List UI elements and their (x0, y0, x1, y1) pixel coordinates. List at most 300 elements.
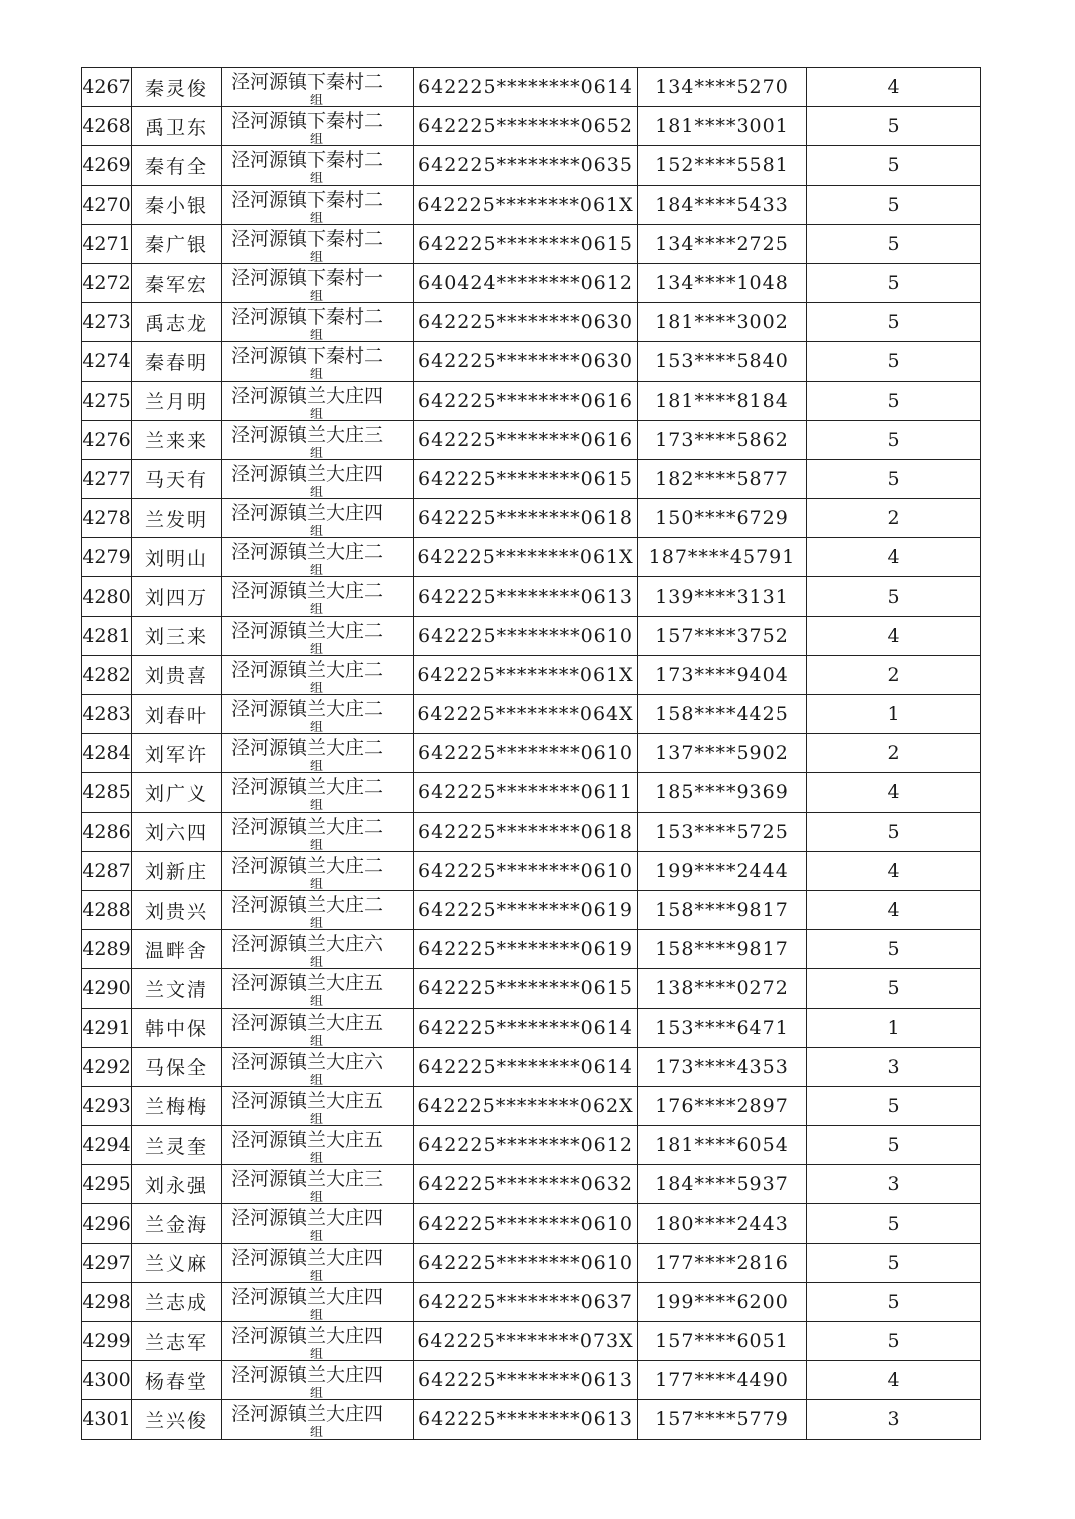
name-cell: 刘新庄 (132, 851, 222, 890)
table-row (82, 851, 981, 890)
address-wrapped-text: 组 (310, 721, 324, 732)
id-number-cell: 642225********061X (414, 538, 638, 577)
table-row (82, 538, 981, 577)
address-text: 泾河源镇兰大庄四 (231, 1325, 384, 1347)
name-cell: 秦军宏 (132, 263, 222, 302)
name-cell: 马天有 (132, 459, 222, 498)
phone-cell: 137****5902 (638, 734, 807, 773)
table-row (82, 381, 981, 420)
name-cell: 兰义麻 (132, 1243, 222, 1282)
household-count-cell: 1 (807, 1008, 981, 1047)
id-number-cell: 642225********0610 (414, 851, 638, 890)
row-number-cell: 4281 (82, 616, 132, 655)
household-count-cell: 4 (807, 68, 981, 107)
name-cell: 刘春叶 (132, 695, 222, 734)
address-wrapped-text: 组 (310, 877, 324, 889)
address-cell (222, 1322, 414, 1361)
table-row (82, 263, 981, 302)
address-cell (222, 185, 414, 224)
row-number-cell: 4278 (82, 499, 132, 538)
id-number-cell: 642225********0632 (414, 1165, 638, 1204)
household-count-cell: 5 (807, 420, 981, 459)
name-cell: 兰志军 (132, 1322, 222, 1361)
address-text: 泾河源镇兰大庄二 (231, 737, 384, 760)
phone-cell: 173****5862 (638, 420, 807, 459)
row-number-cell: 4287 (82, 851, 132, 890)
address-wrapped-text: 组 (310, 1034, 324, 1046)
name-cell: 刘四万 (132, 577, 222, 616)
id-number-cell: 642225********0616 (414, 420, 638, 459)
name-cell: 刘永强 (132, 1165, 222, 1204)
phone-cell: 158****4425 (638, 695, 807, 734)
row-number-cell: 4267 (82, 68, 132, 107)
id-number-cell: 642225********0615 (414, 459, 638, 498)
table-row (82, 890, 981, 929)
table-row (82, 1361, 981, 1400)
address-text: 泾河源镇兰大庄二 (231, 619, 384, 642)
id-number-cell: 642225********0615 (414, 224, 638, 263)
table-row (82, 1008, 981, 1047)
name-cell: 秦广银 (132, 224, 222, 263)
table-row (82, 695, 981, 734)
address-wrapped-text: 组 (310, 603, 324, 615)
address-text: 泾河源镇兰大庄五 (231, 1089, 384, 1112)
id-number-cell: 642225********0616 (414, 381, 638, 420)
address-text: 泾河源镇兰大庄五 (231, 1129, 384, 1152)
table-row (82, 303, 981, 342)
address-wrapped-text: 组 (310, 289, 324, 301)
household-count-cell: 5 (807, 303, 981, 342)
id-number-cell: 642225********061X (414, 655, 638, 694)
address-wrapped-text: 组 (310, 1073, 324, 1085)
address-cell (222, 1400, 414, 1439)
address-text: 泾河源镇下秦村一 (231, 266, 384, 289)
address-cell (222, 1361, 414, 1400)
address-cell (222, 1086, 414, 1125)
address-text: 泾河源镇下秦村二 (231, 306, 384, 329)
id-number-cell: 642225********0614 (414, 1008, 638, 1047)
address-cell (222, 146, 414, 185)
address-cell (222, 263, 414, 302)
address-text: 泾河源镇兰大庄二 (231, 580, 384, 603)
address-cell (222, 68, 414, 107)
address-text: 泾河源镇下秦村二 (231, 227, 384, 250)
address-wrapped-text: 组 (310, 368, 324, 380)
household-count-cell: 4 (807, 616, 981, 655)
id-number-cell: 642225********0614 (414, 68, 638, 107)
row-number-cell: 4292 (82, 1047, 132, 1086)
address-wrapped-text: 组 (310, 760, 324, 772)
phone-cell: 157****3752 (638, 616, 807, 655)
phone-cell: 134****5270 (638, 68, 807, 107)
name-cell: 兰金海 (132, 1204, 222, 1243)
table-row (82, 1047, 981, 1086)
id-number-cell: 642225********0619 (414, 930, 638, 969)
address-cell (222, 342, 414, 381)
table-row (82, 68, 981, 107)
address-cell (222, 1008, 414, 1047)
phone-cell: 153****6471 (638, 1008, 807, 1047)
table-row (82, 969, 981, 1008)
table-row (82, 459, 981, 498)
household-count-cell: 4 (807, 538, 981, 577)
row-number-cell: 4284 (82, 734, 132, 773)
address-text: 泾河源镇兰大庄三 (231, 423, 384, 446)
table-row (82, 1204, 981, 1243)
table-row (82, 616, 981, 655)
phone-cell: 184****5937 (638, 1165, 807, 1204)
address-text: 泾河源镇兰大庄六 (231, 1050, 384, 1073)
address-text: 泾河源镇兰大庄二 (231, 815, 384, 838)
name-cell: 刘三来 (132, 616, 222, 655)
row-number-cell: 4286 (82, 812, 132, 851)
address-wrapped-text: 组 (310, 407, 324, 419)
phone-cell: 199****2444 (638, 851, 807, 890)
name-cell: 韩中保 (132, 1008, 222, 1047)
address-text: 泾河源镇兰大庄二 (231, 658, 384, 681)
address-wrapped-text: 组 (310, 1112, 324, 1124)
name-cell: 刘军许 (132, 734, 222, 773)
row-number-cell: 4293 (82, 1086, 132, 1125)
phone-cell: 152****5581 (638, 146, 807, 185)
id-number-cell: 642225********0618 (414, 499, 638, 538)
phone-cell: 181****3002 (638, 303, 807, 342)
household-count-cell: 4 (807, 773, 981, 812)
table-row (82, 107, 981, 146)
household-count-cell: 5 (807, 812, 981, 851)
address-cell (222, 499, 414, 538)
name-cell: 温畔舍 (132, 930, 222, 969)
address-wrapped-text: 组 (310, 642, 324, 654)
table-row (82, 812, 981, 851)
name-cell: 刘明山 (132, 538, 222, 577)
address-wrapped-text: 组 (310, 1308, 324, 1320)
row-number-cell: 4277 (82, 459, 132, 498)
row-number-cell: 4279 (82, 538, 132, 577)
address-cell (222, 890, 414, 929)
row-number-cell: 4290 (82, 969, 132, 1008)
address-wrapped-text: 组 (310, 1387, 324, 1399)
address-cell (222, 969, 414, 1008)
household-count-cell: 5 (807, 224, 981, 263)
household-count-cell: 5 (807, 1322, 981, 1361)
address-cell (222, 734, 414, 773)
table-row (82, 655, 981, 694)
address-wrapped-text: 组 (310, 525, 324, 537)
address-text: 泾河源镇兰大庄二 (231, 893, 384, 916)
name-cell: 禹卫东 (132, 107, 222, 146)
address-text: 泾河源镇兰大庄三 (231, 1168, 384, 1191)
row-number-cell: 4276 (82, 420, 132, 459)
table-row (82, 577, 981, 616)
address-cell (222, 420, 414, 459)
roster-table (81, 67, 981, 1440)
row-number-cell: 4268 (82, 107, 132, 146)
table-row (82, 1086, 981, 1125)
address-wrapped-text: 组 (310, 1269, 324, 1281)
id-number-cell: 642225********0613 (414, 1400, 638, 1439)
id-number-cell: 642225********0619 (414, 890, 638, 929)
roster-body (82, 68, 981, 1440)
household-count-cell: 4 (807, 890, 981, 929)
address-cell (222, 538, 414, 577)
row-number-cell: 4273 (82, 303, 132, 342)
name-cell: 刘广义 (132, 773, 222, 812)
address-cell (222, 655, 414, 694)
address-cell (222, 1047, 414, 1086)
phone-cell: 176****2897 (638, 1086, 807, 1125)
address-cell (222, 1165, 414, 1204)
address-wrapped-text: 组 (310, 250, 324, 262)
phone-cell: 157****6051 (638, 1322, 807, 1361)
table-row (82, 734, 981, 773)
row-number-cell: 4296 (82, 1204, 132, 1243)
address-text: 泾河源镇兰大庄四 (231, 1246, 384, 1269)
phone-cell: 138****0272 (638, 969, 807, 1008)
name-cell: 秦小银 (132, 185, 222, 224)
name-cell: 刘贵兴 (132, 890, 222, 929)
address-wrapped-text: 组 (310, 1426, 324, 1438)
row-number-cell: 4271 (82, 224, 132, 263)
table-row (82, 420, 981, 459)
household-count-cell: 4 (807, 1361, 981, 1400)
address-text: 泾河源镇兰大庄四 (231, 384, 384, 407)
household-count-cell: 2 (807, 734, 981, 773)
address-cell (222, 773, 414, 812)
address-wrapped-text: 组 (310, 838, 324, 850)
phone-cell: 199****6200 (638, 1282, 807, 1321)
address-text: 泾河源镇下秦村二 (231, 345, 384, 368)
name-cell: 秦灵俊 (132, 68, 222, 107)
name-cell: 秦有全 (132, 146, 222, 185)
phone-cell: 185****9369 (638, 773, 807, 812)
household-count-cell: 5 (807, 1282, 981, 1321)
address-cell (222, 930, 414, 969)
table-row (82, 1282, 981, 1321)
address-wrapped-text: 组 (310, 133, 324, 145)
phone-cell: 158****9817 (638, 890, 807, 929)
address-wrapped-text: 组 (310, 1152, 324, 1164)
row-number-cell: 4288 (82, 890, 132, 929)
household-count-cell: 5 (807, 577, 981, 616)
address-text: 泾河源镇兰大庄四 (231, 462, 384, 485)
id-number-cell: 642225********0610 (414, 1204, 638, 1243)
phone-cell: 177****4490 (638, 1361, 807, 1400)
address-cell (222, 1204, 414, 1243)
address-cell (222, 812, 414, 851)
address-cell (222, 1243, 414, 1282)
address-wrapped-text: 组 (310, 564, 324, 576)
name-cell: 杨春堂 (132, 1361, 222, 1400)
household-count-cell: 5 (807, 969, 981, 1008)
address-cell (222, 381, 414, 420)
address-text: 泾河源镇兰大庄六 (231, 933, 384, 956)
table-row (82, 930, 981, 969)
row-number-cell: 4274 (82, 342, 132, 381)
id-number-cell: 642225********0635 (414, 146, 638, 185)
id-number-cell: 642225********0637 (414, 1282, 638, 1321)
address-cell (222, 851, 414, 890)
address-wrapped-text: 组 (310, 916, 324, 928)
address-text: 泾河源镇下秦村二 (231, 110, 384, 133)
address-cell (222, 303, 414, 342)
name-cell: 秦春明 (132, 342, 222, 381)
row-number-cell: 4270 (82, 185, 132, 224)
address-text: 泾河源镇兰大庄四 (231, 1403, 384, 1426)
id-number-cell: 642225********0630 (414, 342, 638, 381)
address-cell (222, 577, 414, 616)
household-count-cell: 5 (807, 1204, 981, 1243)
row-number-cell: 4300 (82, 1361, 132, 1400)
address-wrapped-text: 组 (310, 1348, 324, 1359)
row-number-cell: 4299 (82, 1322, 132, 1361)
table-row (82, 1126, 981, 1165)
row-number-cell: 4301 (82, 1400, 132, 1439)
name-cell: 禹志龙 (132, 303, 222, 342)
address-cell (222, 224, 414, 263)
address-text: 泾河源镇兰大庄四 (231, 1364, 384, 1387)
row-number-cell: 4280 (82, 577, 132, 616)
row-number-cell: 4272 (82, 263, 132, 302)
row-number-cell: 4298 (82, 1282, 132, 1321)
address-wrapped-text: 组 (310, 172, 324, 184)
id-number-cell: 642225********0614 (414, 1047, 638, 1086)
name-cell: 兰发明 (132, 499, 222, 538)
id-number-cell: 642225********0630 (414, 303, 638, 342)
household-count-cell: 4 (807, 851, 981, 890)
household-count-cell: 5 (807, 342, 981, 381)
household-count-cell: 5 (807, 146, 981, 185)
name-cell: 兰梅梅 (132, 1086, 222, 1125)
row-number-cell: 4283 (82, 695, 132, 734)
phone-cell: 134****2725 (638, 224, 807, 263)
household-count-cell: 5 (807, 459, 981, 498)
phone-cell: 177****2816 (638, 1243, 807, 1282)
address-wrapped-text: 组 (310, 446, 324, 458)
table-row (82, 342, 981, 381)
phone-cell: 139****3131 (638, 577, 807, 616)
address-text: 泾河源镇兰大庄四 (231, 1207, 384, 1230)
address-text: 泾河源镇兰大庄四 (231, 502, 384, 525)
address-wrapped-text: 组 (310, 681, 324, 693)
row-number-cell: 4297 (82, 1243, 132, 1282)
address-cell (222, 695, 414, 734)
row-number-cell: 4291 (82, 1008, 132, 1047)
address-wrapped-text: 组 (310, 211, 324, 223)
phone-cell: 173****4353 (638, 1047, 807, 1086)
address-text: 泾河源镇兰大庄二 (231, 854, 384, 877)
phone-cell: 134****1048 (638, 263, 807, 302)
row-number-cell: 4289 (82, 930, 132, 969)
name-cell: 兰灵奎 (132, 1126, 222, 1165)
household-count-cell: 5 (807, 381, 981, 420)
phone-cell: 150****6729 (638, 499, 807, 538)
table-row (82, 185, 981, 224)
id-number-cell: 642225********0612 (414, 1126, 638, 1165)
id-number-cell: 642225********0615 (414, 969, 638, 1008)
phone-cell: 153****5840 (638, 342, 807, 381)
name-cell: 兰兴俊 (132, 1400, 222, 1439)
row-number-cell: 4294 (82, 1126, 132, 1165)
table-row (82, 1165, 981, 1204)
household-count-cell: 1 (807, 695, 981, 734)
household-count-cell: 5 (807, 185, 981, 224)
address-text: 泾河源镇下秦村二 (231, 188, 384, 211)
phone-cell: 173****9404 (638, 655, 807, 694)
address-text: 泾河源镇下秦村二 (231, 149, 384, 172)
phone-cell: 181****3001 (638, 107, 807, 146)
table-row (82, 773, 981, 812)
id-number-cell: 642225********0610 (414, 616, 638, 655)
household-count-cell: 2 (807, 499, 981, 538)
row-number-cell: 4282 (82, 655, 132, 694)
address-wrapped-text: 组 (310, 1230, 324, 1242)
household-count-cell: 3 (807, 1400, 981, 1439)
id-number-cell: 642225********0652 (414, 107, 638, 146)
address-wrapped-text: 组 (310, 329, 324, 341)
id-number-cell: 640424********0612 (414, 263, 638, 302)
name-cell: 兰来来 (132, 420, 222, 459)
address-wrapped-text: 组 (310, 799, 324, 811)
id-number-cell: 642225********0613 (414, 577, 638, 616)
table-row (82, 1322, 981, 1361)
id-number-cell: 642225********062X (414, 1086, 638, 1125)
phone-cell: 157****5779 (638, 1400, 807, 1439)
table-row (82, 146, 981, 185)
address-wrapped-text: 组 (310, 1191, 324, 1203)
address-cell (222, 107, 414, 146)
household-count-cell: 5 (807, 107, 981, 146)
address-text: 泾河源镇兰大庄五 (231, 1011, 384, 1034)
id-number-cell: 642225********0610 (414, 734, 638, 773)
address-text: 泾河源镇兰大庄四 (231, 1285, 384, 1308)
table-row (82, 499, 981, 538)
table-row (82, 1400, 981, 1439)
household-count-cell: 5 (807, 263, 981, 302)
household-count-cell: 5 (807, 930, 981, 969)
table-row (82, 224, 981, 263)
id-number-cell: 642225********0611 (414, 773, 638, 812)
name-cell: 马保全 (132, 1047, 222, 1086)
address-text: 泾河源镇兰大庄二 (231, 541, 384, 564)
address-cell (222, 1126, 414, 1165)
phone-cell: 184****5433 (638, 185, 807, 224)
table-row (82, 1243, 981, 1282)
name-cell: 兰志成 (132, 1282, 222, 1321)
household-count-cell: 3 (807, 1165, 981, 1204)
household-count-cell: 2 (807, 655, 981, 694)
address-cell (222, 1282, 414, 1321)
name-cell: 兰月明 (132, 381, 222, 420)
address-text: 泾河源镇兰大庄二 (231, 698, 384, 720)
id-number-cell: 642225********0610 (414, 1243, 638, 1282)
row-number-cell: 4285 (82, 773, 132, 812)
household-count-cell: 3 (807, 1047, 981, 1086)
phone-cell: 181****8184 (638, 381, 807, 420)
id-number-cell: 642225********064X (414, 695, 638, 734)
address-cell (222, 616, 414, 655)
id-number-cell: 642225********061X (414, 185, 638, 224)
row-number-cell: 4275 (82, 381, 132, 420)
address-wrapped-text: 组 (310, 485, 324, 497)
id-number-cell: 642225********073X (414, 1322, 638, 1361)
address-wrapped-text: 组 (310, 94, 324, 105)
address-text: 泾河源镇下秦村二 (231, 71, 384, 93)
address-wrapped-text: 组 (310, 956, 324, 968)
row-number-cell: 4295 (82, 1165, 132, 1204)
name-cell: 刘贵喜 (132, 655, 222, 694)
address-wrapped-text: 组 (310, 995, 324, 1007)
